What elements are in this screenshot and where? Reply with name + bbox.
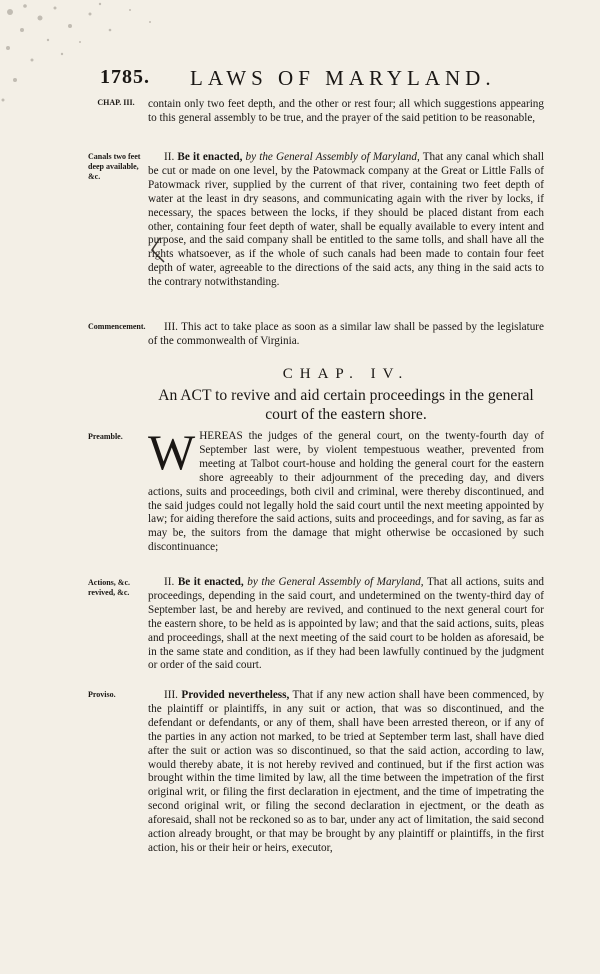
drop-cap: W (148, 424, 196, 480)
chapter-heading: CHAP. IV. (282, 366, 410, 382)
margin-note-proviso: Proviso. (88, 690, 116, 699)
section-text: That any canal which shall be cut or made on one level, by the Patowmack company at the Great or Little Falls of Patowmack river, supplied by the current of that river, containing two feet depth of water at the least in dry seasons, and communicating again with the river by locks, if necessary, the spaces between the locks, if they should be placed distant from each other, containing four feet depth of water, shall be equally available to every intent and purpose, and the said company shall be entitled to the same tolls, and shall have all the rights whatsoever, as if the whole of such canals had been made to contain four feet depth of water, agreeable to the directions of the said acts, any thing in the said acts to the contrary notwithstanding. (148, 151, 544, 289)
margin-note-preamble: Preamble. (88, 432, 123, 441)
act-title: An ACT to revive and aid certain proceedings in the general court of the eastern shore. (158, 387, 534, 423)
enacting-clause: Be it enacted, (177, 576, 244, 588)
page-title: LAWS OF MARYLAND. (190, 66, 496, 90)
section-text: That all actions, suits and proceedings, depending in the said court, and undetermined on the twenty-third day of September last, be and hereby are revived, and continued to the next general court for the eastern shore, to be held as is appointed by law; and that the said actions, suits, pleas and proceedings, shall at the next meeting of the said court to be holden as aforesaid, be in the same state and condition, as if they had been lawfully continued by the judgment or order of the said court. (148, 576, 545, 672)
section-number: III. (164, 689, 178, 701)
section-text: That if any new action shall have been commenced, by the plaintiff or plaintiffs, in any suit or action, that was so discontinued, and the defendant or defendants, or any of them, shall have been arrested thereon, or if any of the parties in any action not marked, to be tried at September term last, shall have died after the suit or action was so discontinued, so that the said action, according to law, would thereby abate, it is not hereby revived and continued, but if the first action was brought within the time limited by law, all the time between the impetration of the first original writ, or filing the first declaration in ejectment, and the time of impetrating the second original writ, or filing the second declaration in ejectment, or the death as aforesaid, shall not be reckoned so as to bar, under any act of limitation, the said second action already brought, or that may be brought by any plaintiff or plaintiffs, in the first action, his or their heir or heirs, executor, (148, 689, 544, 854)
chap3-continuation: contain only two feet depth, and the other or rest four; all which suggestions appearing to this general assembly to be true, and the prayer of the said petition to be reasonable, (148, 98, 544, 124)
chap4-section-2 (148, 576, 544, 673)
enacting-authority: by the General Assembly of Maryland, (245, 151, 420, 163)
chap3-section-3 (148, 321, 544, 349)
section-number: II. (164, 576, 175, 588)
chap4-preamble (148, 424, 544, 555)
enacting-authority: by the General Assembly of Maryland, (247, 576, 424, 588)
margin-note-chap: CHAP. III. (97, 98, 135, 107)
enacting-clause: Be it enacted, (177, 151, 243, 163)
section-number: III. (164, 321, 178, 333)
chap3-section-2 (148, 151, 544, 290)
section-number: II. (164, 151, 175, 163)
margin-note-actions: Actions, &c. revived, &c. (88, 578, 130, 597)
section-text: This act to take place as soon as a similar law shall be passed by the legislature of the commonwealth of Virginia. (148, 321, 544, 347)
margin-note-canals: Canals two feet deep available, &c. (88, 152, 141, 181)
preamble-text: HEREAS the judges of the general court, on the twenty-fourth day of September last were, by violent tempestuous weather, prevented from meeting at Talbot court-house and holding the general court for the eastern shore agreeably to their adjournment of the preceding day, and divers actions, suits and proceedings, both civil and criminal, were thereby discontinued, and the said judges could not legally hold the said court until the next meeting appointed by law; for aiding therefore the said actions, suits and proceedings, and for saving, as far as may be, the suitors from the damage that might otherwise be occasioned by such discontinuance; (148, 430, 544, 554)
chap4-section-3 (148, 689, 544, 856)
running-head (100, 66, 560, 92)
proviso-clause: Provided nevertheless, (181, 689, 290, 701)
margin-note-commencement: Commencement. (88, 322, 146, 331)
page-year: 1785. (100, 66, 150, 88)
